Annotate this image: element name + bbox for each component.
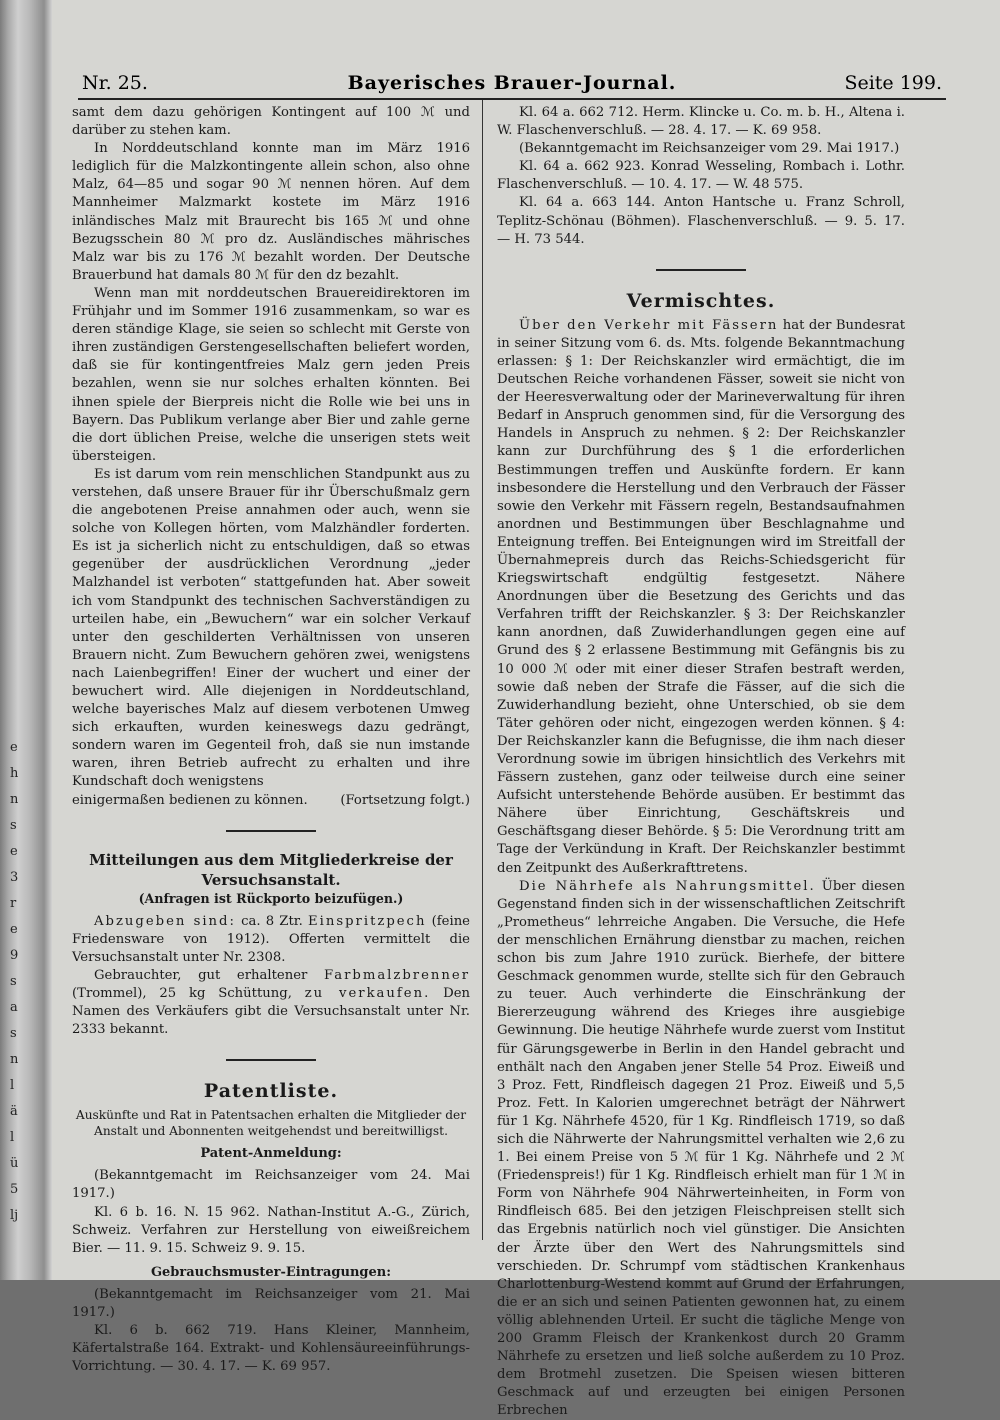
- mitteilungen-heading: Mitteilungen aus dem Mitgliederkreise der Versuchsanstalt.: [89, 850, 453, 889]
- column-divider: [482, 100, 483, 1240]
- journal-title: Bayerisches Brauer-Journal.: [347, 72, 677, 94]
- patent-entry: Kl. 64 a. 662 923. Konrad Wesseling, Rombach i. Lothr. Flaschenverschluß. — 10. 4. 17. — W. 48 575.: [497, 159, 905, 193]
- edge-letter: r: [10, 896, 17, 911]
- offer-item: Gebrauchter, gut erhaltener Farbmalzbrenner (Trommel), 25 kg Schüttung, zu verkaufen. Den Namen des Verkäufers gibt die Versuchsanstalt unter Nr. 2333 bekannt.: [72, 967, 470, 1038]
- edge-letter: s: [10, 974, 17, 989]
- section-separator: [226, 1059, 316, 1061]
- edge-letter: l: [10, 1078, 15, 1093]
- anmeldung-notice: (Bekanntgemacht im Reichsanzeiger vom 24. Mai 1917.): [72, 1168, 470, 1202]
- patent-entry: Kl. 64 a. 663 144. Anton Hantsche u. Franz Schroll, Teplitz-Schönau (Böhmen). Flaschenverschluß. — 9. 5. 17. — H. 73 544.: [497, 195, 905, 247]
- page-header: [82, 72, 942, 98]
- left-column: [72, 104, 470, 1376]
- page-number: Seite 199.: [844, 72, 942, 94]
- edge-letter: 5: [10, 1182, 19, 1197]
- issue-number: Nr. 25.: [82, 72, 148, 94]
- notice-29-mai: (Bekanntgemacht im Reichsanzeiger vom 29. Mai 1917.): [519, 141, 900, 157]
- anmeldung-entry: Kl. 6 b. 16. N. 15 962. Nathan-Institut A.-G., Zürich, Schweiz. Verfahren zur Herstellung von eiweißreichem Bier. — 11. 9. 15. Schweiz 9. 9. 15.: [72, 1204, 470, 1256]
- article-ending: [72, 792, 470, 810]
- edge-letter: s: [10, 818, 17, 833]
- header-rule: [78, 98, 946, 100]
- edge-letter: n: [10, 792, 19, 807]
- edge-letter: lj: [10, 1208, 19, 1223]
- edge-letter: ä: [10, 1104, 18, 1119]
- patentliste-subtitle: Auskünfte und Rat in Patentsachen erhalten die Mitglieder der Anstalt und Abonnenten weitgehendst und bereitwilligst.: [75, 1108, 467, 1139]
- gebrauchsmuster-heading: Gebrauchsmuster-Eintragungen:: [150, 1264, 392, 1280]
- mitteilungen-subheading: (Anfragen ist Rückporto beizufügen.): [138, 890, 404, 906]
- patent-entry: Kl. 64 a. 662 712. Herm. Klincke u. Co. m. b. H., Altena i. W. Flaschenverschluß. — 28. 4. 17. — K. 69 958.: [497, 105, 905, 139]
- edge-letter: s: [10, 1026, 17, 1041]
- vermischtes-paragraph: Über den Verkehr mit Fässern hat der Bundesrat in seiner Sitzung vom 6. ds. Mts. folgende Bekanntmachung erlassen: § 1: Der Reichskanzler wird ermächtigt, die im Deutschen Reiche vorhandenen Fässer, soweit sie nicht von der Heeresverwaltung oder der Marineverwaltung für ihren Bedarf in Anspruch genommen sind, für die Versorgung des Handels in Anspruch zu nehmen. § 2: Der Reichskanzler kann zur Durchführung des § 1 die erforderlichen Bestimmungen treffen und Auskünfte fordern. Er kann insbesondere die Herstellung und den Verbrauch der Fässer sowie den Verkehr mit Fässern regeln, Bestandsaufnahmen anordnen und Bestimmungen über Beschlagnahme und Enteignung treffen. Bei Enteignungen wird im Streitfall der Übernahmepreis durch das Reichs-Schiedsgericht für Kriegswirtschaft endgültig festgesetzt. Nähere Anordnungen über die Besetzung des Gerichts und das Verfahren trifft der Reichskanzler. § 3: Der Reichskanzler kann anordnen, daß Zuwiderhandlungen gegen eine auf Grund des § 2 erlassene Bestimmung mit Gefängnis bis zu 10 000 ℳ oder mit einer dieser Strafen bestraft werden, sowie daß neben der Strafe die Fässer, auf die sich die Zuwiderhandlung bezieht, ohne Unterschied, ob sie dem Täter gehören oder nicht, eingezogen werden können. § 4: Der Reichskanzler kann die Befugnisse, die ihm nach dieser Verordnung sowie im übrigen hinsichtlich des Verkehrs mit Fässern zustehen, ganz oder teilweise durch eine seiner Aufsicht unterstehende Behörde ausüben. Er bestimmt das Nähere über Einrichtung, Geschäftskreis und Geschäftsgang dieser Behörde. § 5: Die Verordnung tritt am Tage der Verkündung in Kraft. Der Reichskanzler bestimmt den Zeitpunkt des Außerkrafttretens.: [497, 317, 905, 876]
- edge-letter: a: [10, 1000, 18, 1015]
- vermischtes-heading: Vermischtes.: [626, 289, 776, 312]
- continued-note: (Fortsetzung folgt.): [340, 792, 470, 808]
- article-paragraph: Es ist darum vom rein menschlichen Standpunkt aus zu verstehen, daß unsere Brauer für ihr Überschußmalz gern die angebotenen Preise annahmen oder auch, wenn sie solche von Kollegen hörten, vom Malzhändler forderten. Es ist ja sicherlich nicht zu entschuldigen, daß so etwas gegenüber der ausdrücklichen Verordnung „jeder Malzhandel ist verboten“ stattgefunden hat. Aber soweit ich vom Standpunkt des technischen Sachverständigen zu urteilen habe, ein „Bewuchern“ war ein solcher Verkauf unter den geschilderten Verhältnissen von unseren Brauern nicht. Zum Bewuchern gehören zwei, wenigstens nach Laienbegriffen! Einer der wuchert und einer der bewuchert wird. Alle diejenigen in Norddeutschland, welche bayerisches Malz auf diesem verbotenen Umweg sich erkauften, wurden keineswegs dazu gedrängt, sondern waren im Gegenteil froh, daß sie nun imstande waren, ihren Betrieb aufrecht zu erhalten und ihre Kundschaft doch wenigstens: [72, 466, 470, 790]
- offer-item: Abzugeben sind: ca. 8 Ztr. Einspritzpech (feine Friedensware von 1912). Offerten vermittelt die Versuchsanstalt unter Nr. 2308.: [72, 913, 470, 965]
- edge-letter: l: [10, 1130, 15, 1145]
- edge-letter: n: [10, 1052, 19, 1067]
- gebrauchsmuster-notice: (Bekanntgemacht im Reichsanzeiger vom 21. Mai 1917.): [72, 1286, 470, 1320]
- patentliste-heading: Patentliste.: [203, 1080, 339, 1103]
- edge-letter: e: [10, 844, 18, 859]
- section-separator: [226, 830, 316, 832]
- right-column: [497, 104, 905, 1420]
- edge-letter: ü: [10, 1156, 19, 1171]
- journal-page: [52, 0, 1000, 1419]
- edge-letter: 3: [10, 870, 19, 885]
- edge-letter: e: [10, 922, 18, 937]
- gebrauchsmuster-entry: Kl. 6 b. 662 719. Hans Kleiner, Mannheim, Käfertalstraße 164. Extrakt- und Kohlensäureeinführungs-Vorrichtung. — 30. 4. 17. — K. 69 957.: [72, 1322, 470, 1375]
- article-paragraph: Wenn man mit norddeutschen Brauereidirektoren im Frühjahr und im Sommer 1916 zusammenkam, so war es deren ständige Klage, sie seien so schlecht mit Gerste von ihren zuständigen Gerstengesellschaften beliefert worden, daß sie für kontingentfreies Malz gern jeden Preis bezahlen, wenn sie nur solches erhalten könnten. Bei ihnen spiele der Bierpreis nicht die Rolle wie bei uns in Bayern. Das Publikum verlange aber Bier und zahle gerne die dort üblichen Preise, welche die unserigen stets weit übersteigen.: [72, 285, 470, 464]
- edge-letter: h: [10, 766, 19, 781]
- article-last-line: einigermaßen bedienen zu können.: [72, 792, 308, 808]
- edge-letter: e: [10, 740, 18, 755]
- edge-letter: 9: [10, 948, 19, 963]
- vermischtes-paragraph: Die Nährhefe als Nahrungsmittel. Über diesen Gegenstand finden sich in der wissenschaftlichen Zeitschrift „Prometheus“ lehrreiche Angaben. Die Versuche, die Hefe der menschlichen Ernährung dienstbar zu machen, reichen schon bis zum Jahre 1910 zurück. Bierhefe, der bittere Geschmack genommen wurde, stellte sich für den Gebrauch zu teuer. Auch verhinderte die Einschränkung der Biererzeugung während des Krieges ihre ausgiebige Gewinnung. Die heutige Nährhefe wurde zuerst vom Institut für Gärungsgewerbe in Berlin in den Handel gebracht und enthält nach den Angaben jener Stelle 54 Proz. Eiweiß und 3 Proz. Fett, Rindfleisch dagegen 21 Proz. Eiweiß und 5,5 Proz. Fett. In Kalorien umgerechnet beträgt der Nährwert für 1 Kg. Nährhefe 4520, für 1 Kg. Rindfleisch 1719, so daß sich die Nährwerte der Nahrungsmittel verhalten wie 2,6 zu 1. Bei einem Preise von 5 ℳ für 1 Kg. Nährhefe und 2 ℳ (Friedenspreis!) für 1 Kg. Rindfleisch erhielt man für 1 ℳ in Form von Nährhefe 904 Nährwerteinheiten, in Form von Rindfleisch 685. Bei den jetzigen Fleischpreisen stellt sich das Ergebnis natürlich noch viel günstiger. Die Ansichten der Ärzte über den Wert des Nahrungsmittels sind verschieden. Dr. Schrumpf vom städtischen Krankenhaus Charlottenburg-Westend kommt auf Grund der Erfahrungen, die er an sich und seinen Patienten gewonnen hat, zu einem völlig ablehnenden Urteil. Er sucht die tägliche Menge von 200 Gramm Fleisch der Krankenkost durch 20 Gramm Nährhefe zu ersetzen und ließ solche außerdem zu 10 Proz. dem Brotmehl zusetzen. Die Speisen wiesen bitteren Geschmack auf und erzeugten bei einigen Personen Erbrechen: [497, 878, 905, 1419]
- article-paragraph: samt dem dazu gehörigen Kontingent auf 100 ℳ und darüber zu stehen kam.: [72, 105, 470, 139]
- patent-anmeldung-heading: Patent-Anmeldung:: [200, 1146, 342, 1162]
- previous-page-edge: [6, 0, 36, 1280]
- section-separator: [656, 269, 746, 271]
- article-paragraph: In Norddeutschland konnte man im März 1916 lediglich für die Malzkontingente allein schon, also ohne Malz, 64—85 und sogar 90 ℳ nennen hören. Auf dem Mannheimer Malzmarkt kostete im März 1916 inländisches Malz mit Braurecht bis 165 ℳ und ohne Bezugsschein 80 ℳ pro dz. Ausländisches mährisches Malz war bis zu 176 ℳ bezahlt worden. Der Deutsche Brauerbund hat damals 80 ℳ für den dz bezahlt.: [72, 141, 470, 283]
